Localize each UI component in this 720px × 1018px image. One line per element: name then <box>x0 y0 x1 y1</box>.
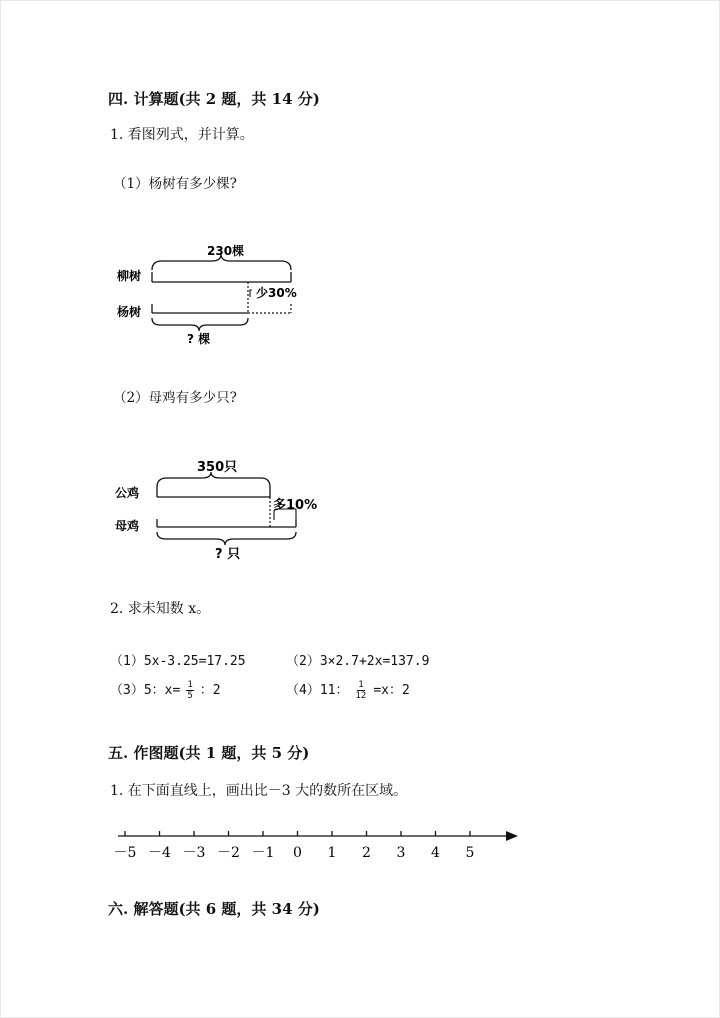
tree-total-brace <box>152 254 291 270</box>
tree-total-label: 230棵 <box>207 244 245 258</box>
tree-diff-label: 少30% <box>256 286 297 300</box>
chicken-row-1-label: 公鸡 <box>115 486 140 500</box>
equation-1: （1）5x-3.25=17.25 <box>110 654 246 669</box>
equation-4-fraction <box>354 680 367 701</box>
number-line-label: 4 <box>431 845 440 861</box>
fraction-numerator: 1 <box>358 680 364 690</box>
section-4-title: 四. 计算题(共 2 题，共 14 分) <box>108 90 320 108</box>
section-5-title: 五. 作图题(共 1 题，共 5 分) <box>108 744 310 762</box>
equation-3-suffix: ：2 <box>199 683 221 698</box>
question-1-text: 1. 看图列式，并计算。 <box>110 127 254 143</box>
number-line-label: 2 <box>362 845 371 861</box>
fraction-denominator: 12 <box>355 691 367 701</box>
chicken-total-label: 350只 <box>197 460 238 475</box>
chicken-unknown-label: ? 只 <box>215 547 241 562</box>
tree-row-1-label: 柳树 <box>117 269 142 283</box>
equation-4-prefix: （4）11： <box>286 683 349 698</box>
number-line-label: －5 <box>113 845 137 861</box>
number-line-label: 1 <box>327 845 337 861</box>
number-line-arrow-icon <box>506 831 518 841</box>
equation-2: （2）3×2.7+2x=137.9 <box>286 654 430 669</box>
number-line-label: －2 <box>217 845 240 861</box>
number-line-label: 3 <box>396 845 406 861</box>
section-5-question-1-text: 1. 在下面直线上，画出比－3 大的数所在区域。 <box>110 783 408 799</box>
question-1-part-1-label: （1）杨树有多少棵? <box>113 176 237 192</box>
question-1-part-2-label: （2）母鸡有多少只? <box>113 390 237 406</box>
number-line-label: －1 <box>251 845 275 861</box>
equation-3 <box>110 679 221 701</box>
number-line-label: －3 <box>182 845 206 861</box>
number-line-label: 5 <box>465 845 475 861</box>
number-line-label: 0 <box>293 845 302 861</box>
fraction-numerator: 1 <box>187 680 193 690</box>
chicken-row-2-label: 母鸡 <box>115 519 140 533</box>
chicken-diff-label: 多10% <box>273 498 318 513</box>
section-6-title: 六. 解答题(共 6 题，共 34 分) <box>108 900 320 918</box>
equation-4-suffix: =x：2 <box>373 683 410 698</box>
tree-unknown-brace <box>152 318 248 331</box>
chicken-unknown-brace <box>157 532 296 545</box>
tree-row-2-label: 杨树 <box>117 305 142 319</box>
tree-diff-brace <box>250 290 252 297</box>
fraction-denominator: 5 <box>187 691 193 701</box>
question-2-text: 2. 求未知数 x。 <box>110 601 211 617</box>
tree-unknown-label: ? 棵 <box>187 332 211 346</box>
equation-4 <box>286 679 410 701</box>
number-line-label: －4 <box>148 845 171 861</box>
equation-3-fraction <box>186 680 193 701</box>
equation-3-prefix: （3）5：x= <box>110 683 181 698</box>
